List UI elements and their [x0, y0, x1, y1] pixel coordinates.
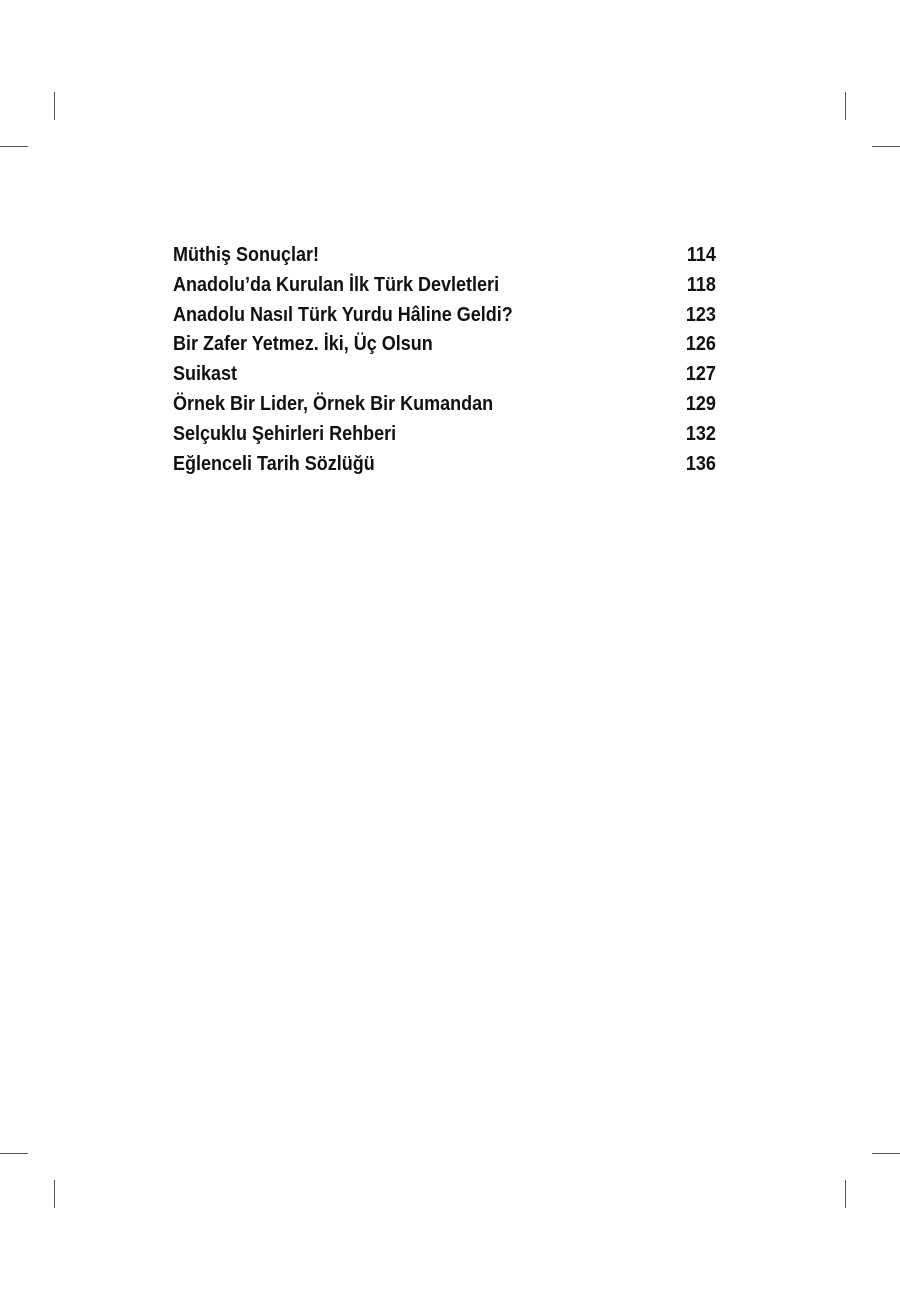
toc-entry[interactable] — [173, 453, 716, 483]
toc-entry[interactable] — [173, 244, 716, 274]
toc-entry-page: 132 — [685, 422, 716, 445]
toc-entry-page: 118 — [686, 273, 716, 296]
crop-mark-top-left-horizontal — [0, 146, 28, 147]
toc-entry-title: Bir Zafer Yetmez. İki, Üç Olsun — [173, 333, 433, 356]
toc-entry-title: Suikast — [173, 363, 238, 386]
crop-mark-top-left-vertical — [54, 92, 55, 120]
toc-entry-title: Anadolu Nasıl Türk Yurdu Hâline Geldi? — [173, 303, 513, 326]
toc-entry-title: Müthiş Sonuçlar! — [173, 244, 320, 266]
crop-mark-top-right-vertical — [845, 92, 846, 120]
toc-entry-title: Anadolu’da Kurulan İlk Türk Devletleri — [173, 273, 500, 296]
table-of-contents — [173, 244, 716, 482]
toc-entry-page: 127 — [685, 363, 716, 386]
toc-entry[interactable] — [173, 274, 716, 304]
toc-entry-page: 114 — [686, 244, 716, 266]
crop-mark-bottom-right-horizontal — [872, 1153, 900, 1154]
toc-entry-page: 136 — [685, 452, 716, 475]
toc-entry[interactable] — [173, 423, 716, 453]
toc-entry[interactable] — [173, 363, 716, 393]
toc-entry[interactable] — [173, 333, 716, 363]
toc-entry-page: 126 — [685, 333, 716, 356]
toc-entry-title: Eğlenceli Tarih Sözlüğü — [173, 452, 375, 475]
crop-mark-bottom-left-vertical — [54, 1180, 55, 1208]
toc-entry[interactable] — [173, 304, 716, 334]
toc-entry-page: 129 — [685, 392, 716, 415]
crop-mark-top-right-horizontal — [872, 146, 900, 147]
toc-entry-page: 123 — [685, 303, 716, 326]
toc-entry-title: Selçuklu Şehirleri Rehberi — [173, 422, 397, 445]
toc-entry-title: Örnek Bir Lider, Örnek Bir Kumandan — [173, 392, 494, 415]
crop-mark-bottom-right-vertical — [845, 1180, 846, 1208]
crop-mark-bottom-left-horizontal — [0, 1153, 28, 1154]
toc-entry[interactable] — [173, 393, 716, 423]
